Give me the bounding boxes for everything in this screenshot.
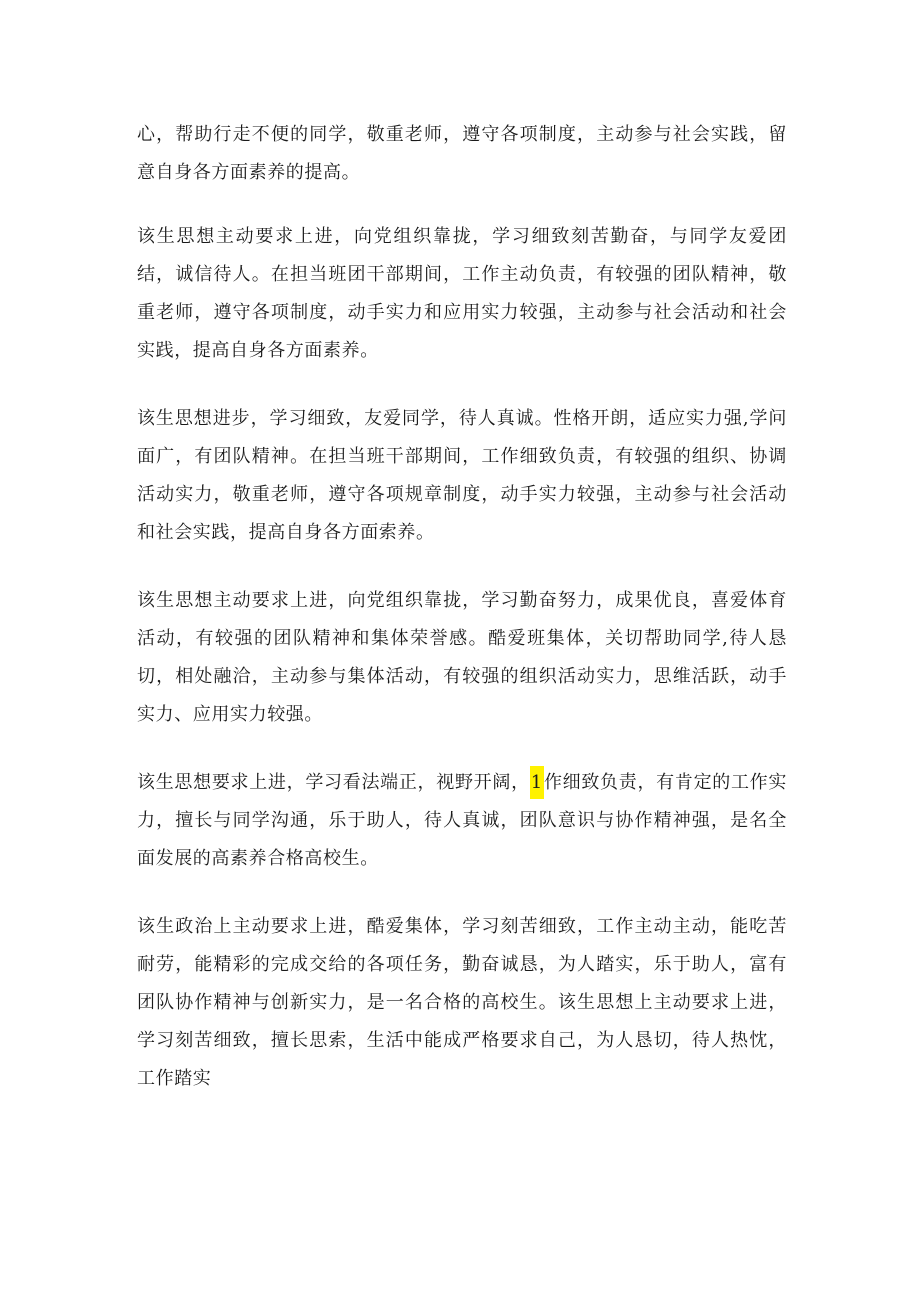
paragraph-5-before: 该生思想要求上进，学习看法端正，视野开阔，: [137, 772, 530, 793]
paragraph-1: 心，帮助行走不便的同学，敬重老师，遵守各项制度，主动参与社会实践，留意自身各方面素养的提高。: [137, 124, 787, 183]
paragraph-5-after: 作细致负责，有肯定的工作实力，擅长与同学沟通，乐于助人，待人真诚，团队意识与协作精神强，是名全面发展的高素养合格高校生。: [137, 772, 787, 869]
paragraph-5: [137, 764, 787, 878]
paragraph-2: 该生思想主动要求上进，向党组织靠拢，学习细致刻苦勤奋，与同学友爱团结，诚信待人。在担当班团干部期间，工作主动负责，有较强的团队精神，敬重老师，遵守各项制度，动手实力和应用实力较强，主动参与社会活动和社会实践，提高自身各方面素养。: [137, 226, 787, 361]
document-page: [137, 116, 787, 1128]
paragraph-3: 该生思想进步，学习细致，友爱同学，待人真诚。性格开朗，适应实力强,学问面广，有团队精神。在担当班干部期间，工作细致负责，有较强的组织、协调活动实力，敬重老师，遵守各项规章制度，动手实力较强，主动参与社会活动和社会实践，提高自身各方面索养。: [137, 408, 787, 543]
highlighted-text: 1: [530, 766, 544, 799]
paragraph-4: 该生思想主动要求上进，向党组织靠拢，学习勤奋努力，成果优良，喜爱体育活动，有较强的团队精神和集体荣誉感。酷爱班集体，关切帮助同学,待人恳切，相处融洽，主动参与集体活动，有较强的组织活动实力，思维活跃，动手实力、应用实力较强。: [137, 590, 787, 725]
paragraph-6: 该生政治上主动要求上进，酷爱集体，学习刻苦细致，工作主动主动，能吃苦耐劳，能精彩的完成交给的各项任务，勤奋诚恳，为人踏实，乐于助人，富有团队协作精神与创新实力，是一名合格的高校生。该生思想上主动要求上进，学习刻苦细致，擅长思索，生活中能成严格要求自己，为人恳切，待人热忱，工作踏实: [137, 916, 787, 1089]
